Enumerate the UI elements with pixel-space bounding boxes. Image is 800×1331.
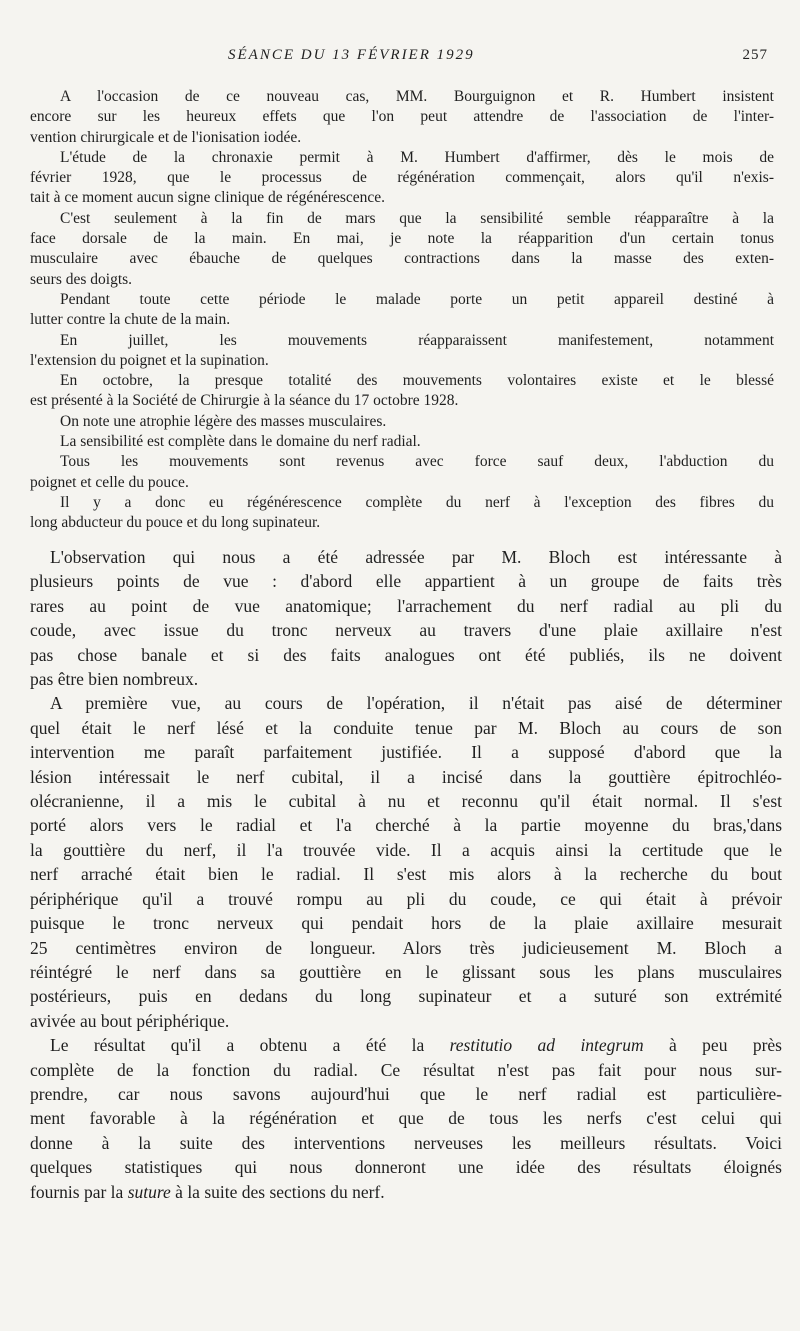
text-line: La sensibilité est complète dans le domaine du nerf radial. — [60, 433, 421, 451]
text-line: olécranienne, il a mis le cubital à nu et reconnu qu'il était normal. Il s'est — [30, 791, 782, 812]
text-line: tait à ce moment aucun signe clinique de régénérescence. — [30, 189, 386, 207]
running-header — [0, 47, 800, 71]
text-line: C'est seulement à la fin de mars que la sensibilité semble réapparaître à la — [60, 209, 774, 227]
text-line: complète de la fonction du radial. Ce résultat n'est pas fait pour nous sur- — [30, 1059, 782, 1080]
text-line: prendre, car nous savons aujourd'hui que le nerf radial est particulière- — [30, 1083, 782, 1104]
main-text-section — [30, 545, 782, 1204]
text-line: vention chirurgicale et de l'ionisation iodée. — [30, 128, 302, 146]
text-line — [30, 1033, 782, 1057]
text-line: coude, avec issue du tronc nerveux au travers d'une plaie axillaire n'est — [30, 620, 782, 641]
text-line: nerf arraché était bien le radial. Il s'est mis alors à la recherche du bout — [30, 864, 782, 885]
text-line: poignet et celle du pouce. — [30, 473, 189, 491]
text-run: à la suite des sections du nerf. — [170, 1181, 385, 1202]
text-line: pas être bien nombreux. — [30, 669, 199, 690]
text-line: la gouttière du nerf, il l'a trouvée vide. Il a acquis ainsi la certitude que le — [30, 839, 782, 860]
text-line: On note une atrophie légère des masses musculaires. — [60, 412, 387, 430]
text-line: puisque le tronc nerveux qui pendait hors de la plaie axillaire mesurait — [30, 913, 782, 934]
text-line — [30, 1180, 782, 1204]
page-number: 257 — [742, 47, 768, 63]
text-line: 25 centimètres environ de longueur. Alors très judicieusement M. Bloch a — [30, 937, 782, 958]
text-run: fournis par la — [30, 1181, 128, 1202]
text-line: avivée au bout périphérique. — [30, 1010, 230, 1031]
text-line: musculaire avec ébauche de quelques contractions dans la masse des exten- — [30, 250, 774, 268]
text-line: face dorsale de la main. En mai, je note la réapparition d'un certain tonus — [30, 230, 774, 248]
text-line: L'observation qui nous a été adressée par M. Bloch est intéressante à — [50, 547, 782, 567]
text-line: intervention me paraît parfaitement justifiée. Il a supposé d'abord que la — [30, 742, 782, 763]
small-print-section — [30, 87, 774, 534]
text-line: lutter contre la chute de la main. — [30, 311, 231, 329]
latin-phrase: restitutio ad integrum — [449, 1035, 644, 1056]
text-line: rares au point de vue anatomique; l'arrachement du nerf radial au pli du — [30, 595, 782, 616]
text-line: long abducteur du pouce et du long supinateur. — [30, 514, 321, 532]
text-line: Il y a donc eu régénérescence complète du nerf à l'exception des fibres du — [60, 493, 774, 511]
text-line: quel était le nerf lésé et la conduite tenue par M. Bloch au cours de son — [30, 717, 782, 738]
text-line: pas chose banale et si des faits analogues ont été publiés, ils ne doivent — [30, 644, 782, 665]
text-line: périphérique qu'il a trouvé rompu au pli du coude, ce qui était à prévoir — [30, 888, 782, 909]
text-line: l'extension du poignet et la supination. — [30, 351, 269, 369]
text-line: A l'occasion de ce nouveau cas, MM. Bourguignon et R. Humbert insistent — [60, 88, 774, 105]
text-line: encore sur les heureux effets que l'on peut attendre de l'association de l'inter- — [30, 108, 774, 126]
text-line: porté alors vers le radial et l'a cherché à la partie moyenne du bras,'dans — [30, 815, 782, 836]
text-line: A première vue, au cours de l'opération, il n'était pas aisé de déterminer — [50, 693, 782, 714]
text-line: ment favorable à la régénération et que de tous les nerfs c'est celui qui — [30, 1108, 782, 1129]
text-line: Pendant toute cette période le malade porte un petit appareil destiné à — [60, 290, 774, 308]
header-title: SÉANCE DU 13 FÉVRIER 1929 — [228, 47, 475, 63]
text-line: postérieurs, puis en dedans du long supinateur et a suturé son extrémité — [30, 986, 782, 1007]
text-run: Le résultat qu'il a obtenu a été la — [50, 1035, 450, 1056]
text-line: réintégré le nerf dans sa gouttière en le glissant sous les plans musculaires — [30, 961, 782, 982]
italic-word: suture — [127, 1181, 171, 1202]
text-line: Tous les mouvements sont revenus avec force sauf deux, l'abduction du — [60, 453, 774, 471]
text-line: donne à la suite des interventions nerveuses les meilleurs résultats. Voici — [30, 1132, 782, 1153]
text-line: L'étude de la chronaxie permit à M. Humbert d'affirmer, dès le mois de — [60, 148, 774, 166]
text-line: février 1928, que le processus de régénération commençait, alors qu'il n'exis- — [30, 169, 774, 187]
text-run: à peu près — [643, 1035, 782, 1056]
text-line: quelques statistiques qui nous donneront une idée des résultats éloignés — [30, 1157, 782, 1178]
text-line: seurs des doigts. — [30, 270, 133, 288]
text-line: est présenté à la Société de Chirurgie à la séance du 17 octobre 1928. — [30, 392, 459, 410]
text-line: En juillet, les mouvements réapparaissent manifestement, notamment — [60, 331, 774, 349]
text-line: lésion intéressait le nerf cubital, il a incisé dans la gouttière épitrochléo- — [30, 766, 782, 787]
text-line: En octobre, la presque totalité des mouvements volontaires existe et le blessé — [60, 372, 774, 390]
text-line: plusieurs points de vue : d'abord elle appartient à un groupe de faits très — [30, 571, 782, 592]
